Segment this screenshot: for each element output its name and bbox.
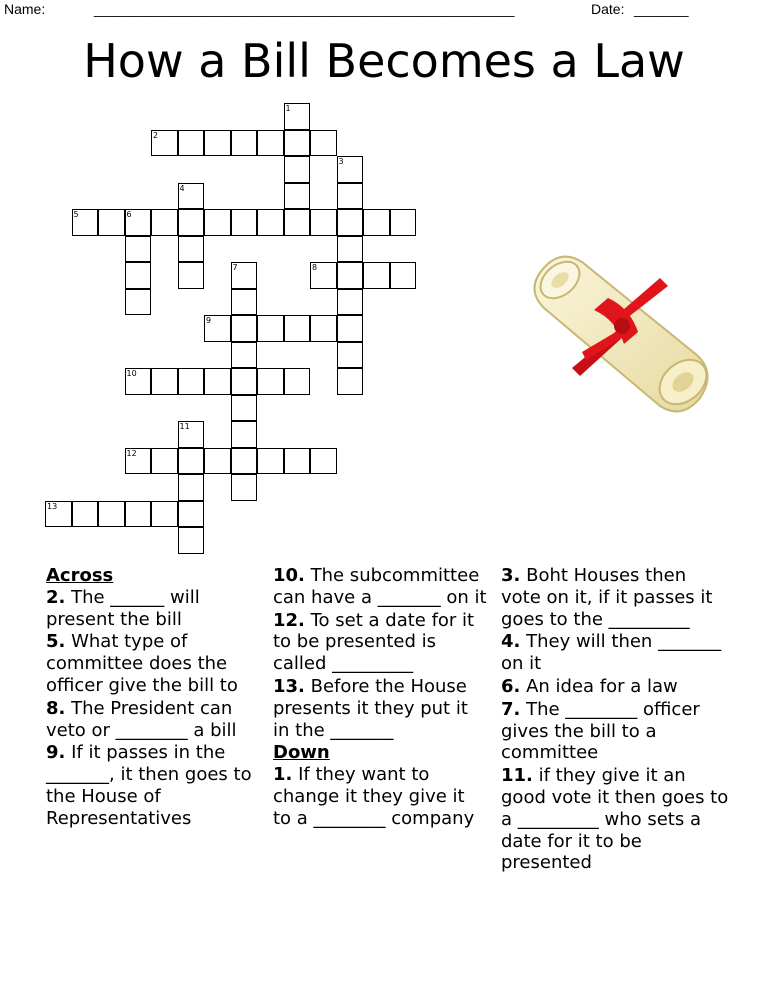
cell-number: 11 — [179, 422, 190, 431]
clue-across-2: 2. The ______ will present the bill — [46, 586, 200, 630]
grid-cell[interactable] — [310, 130, 337, 157]
clue-across-8: 8. The President can veto or ________ a bill — [46, 697, 237, 741]
grid-cell[interactable] — [231, 130, 258, 157]
grid-cell[interactable] — [337, 368, 364, 395]
cell-number: 2 — [153, 130, 159, 140]
cell-number: 13 — [47, 501, 58, 511]
cell-number: 10 — [126, 369, 137, 378]
grid-cell[interactable] — [337, 236, 364, 263]
grid-cell[interactable] — [125, 262, 152, 289]
grid-cell[interactable] — [98, 501, 125, 528]
grid-cell[interactable] — [178, 130, 205, 157]
grid-cell[interactable] — [257, 315, 284, 342]
grid-cell[interactable] — [284, 103, 311, 130]
grid-cell[interactable] — [257, 368, 284, 395]
grid-cell[interactable] — [151, 501, 178, 528]
grid-cell[interactable] — [178, 501, 205, 528]
grid-cell[interactable] — [151, 448, 178, 475]
cell-number: 6 — [126, 210, 132, 219]
grid-cell[interactable] — [231, 395, 258, 422]
across-heading: Across — [46, 565, 114, 586]
grid-cell[interactable] — [178, 421, 205, 448]
cell-number: 8 — [312, 263, 318, 272]
grid-cell[interactable] — [337, 289, 364, 316]
grid-cell[interactable] — [257, 448, 284, 475]
grid-cell[interactable] — [178, 236, 205, 263]
grid-cell[interactable] — [363, 209, 390, 236]
clue-down-6: 6. An idea for a law — [501, 675, 678, 697]
grid-cell[interactable] — [284, 156, 311, 183]
grid-cell[interactable] — [284, 183, 311, 210]
grid-cell[interactable] — [204, 368, 231, 395]
grid-cell[interactable] — [310, 262, 337, 289]
grid-cell[interactable] — [257, 209, 284, 236]
clue-across-10: 10. The subcommittee can have a _______ on it — [273, 565, 487, 608]
grid-cell[interactable] — [310, 315, 337, 342]
grid-cell[interactable] — [125, 289, 152, 316]
grid-cell[interactable] — [257, 130, 284, 157]
cell-number: 7 — [232, 263, 238, 272]
clue-across-5: 5. What type of committee does the officer give the bill to — [46, 631, 238, 696]
down-heading: Down — [273, 742, 330, 764]
cell-number: 3 — [338, 157, 344, 166]
clue-down-1: 1. If they want to change it they give it to a ________ company — [273, 764, 475, 829]
grid-cell[interactable] — [231, 474, 258, 501]
grid-cell[interactable] — [363, 262, 390, 289]
grid-cell[interactable] — [204, 209, 231, 236]
clue-down-11: 11. if they give it an good vote it then goes to a _________ who sets a date for it to be presented — [501, 765, 729, 874]
cell-number: 9 — [206, 316, 212, 325]
name-blank[interactable]: ______________________________________________________ — [94, 1, 515, 17]
grid-cell[interactable] — [231, 262, 258, 289]
grid-cell[interactable] — [231, 448, 258, 475]
grid-cell[interactable] — [231, 315, 258, 342]
date-label: Date: — [591, 1, 625, 17]
clue-down-7: 7. The ________ officer gives the bill to a committee — [501, 698, 700, 764]
grid-cell[interactable] — [151, 130, 178, 157]
grid-cell[interactable] — [98, 209, 125, 236]
page-title: How a Bill Becomes a Law — [83, 34, 685, 88]
grid-cell[interactable] — [310, 448, 337, 475]
grid-cell[interactable] — [72, 501, 99, 528]
grid-cell[interactable] — [125, 501, 152, 528]
grid-cell[interactable] — [337, 156, 364, 183]
cell-number: 4 — [179, 183, 185, 193]
clue-across-13: 13. Before the House presents it they put it in the _______ — [273, 675, 468, 741]
grid-cell[interactable] — [178, 209, 205, 236]
clue-column-3 — [501, 565, 731, 875]
grid-cell[interactable] — [204, 315, 231, 342]
clue-column-2 — [273, 565, 488, 831]
grid-cell[interactable] — [204, 448, 231, 475]
clue-across-9: 9. If it passes in the _______, it then goes to the House of Representatives — [46, 742, 252, 829]
name-label: Name: — [4, 1, 46, 17]
cell-number: 12 — [126, 448, 137, 458]
grid-cell[interactable] — [125, 209, 152, 236]
grid-cell[interactable] — [284, 448, 311, 475]
grid-cell[interactable] — [284, 130, 311, 157]
grid-cell[interactable] — [231, 289, 258, 316]
cell-number: 1 — [285, 104, 291, 113]
diploma-scroll-icon — [520, 248, 720, 424]
grid-cell[interactable] — [125, 236, 152, 263]
grid-cell[interactable] — [178, 368, 205, 395]
grid-cell[interactable] — [390, 262, 417, 289]
grid-cell[interactable] — [151, 368, 178, 395]
grid-cell[interactable] — [178, 262, 205, 289]
grid-cell[interactable] — [390, 209, 417, 236]
grid-cell[interactable] — [231, 421, 258, 448]
grid-cell[interactable] — [284, 368, 311, 395]
grid-cell[interactable] — [310, 209, 337, 236]
grid-cell[interactable] — [125, 448, 152, 475]
grid-cell[interactable] — [151, 209, 178, 236]
grid-cell[interactable] — [284, 209, 311, 236]
grid-cell[interactable] — [178, 527, 205, 554]
clue-column-1 — [46, 565, 261, 831]
grid-cell[interactable] — [72, 209, 99, 236]
grid-cell[interactable] — [204, 130, 231, 157]
date-blank[interactable]: _______ — [634, 1, 689, 17]
grid-cell[interactable] — [125, 368, 152, 395]
clue-down-4: 4. They will then _______ on it — [501, 631, 722, 675]
clue-down-3: 3. Boht Houses then vote on it, if it passes it goes to the _________ — [501, 565, 713, 630]
grid-cell[interactable] — [178, 448, 205, 475]
grid-cell[interactable] — [45, 501, 72, 528]
grid-cell[interactable] — [231, 368, 258, 395]
grid-cell[interactable] — [178, 183, 205, 210]
grid-cell[interactable] — [231, 342, 258, 369]
grid-cell[interactable] — [337, 262, 364, 289]
grid-cell[interactable] — [337, 315, 364, 342]
cell-number: 5 — [73, 210, 79, 219]
grid-cell[interactable] — [284, 315, 311, 342]
grid-cell[interactable] — [337, 342, 364, 369]
grid-cell[interactable] — [337, 183, 364, 210]
grid-cell[interactable] — [178, 474, 205, 501]
grid-cell[interactable] — [337, 209, 364, 236]
clue-across-12: 12. To set a date for it to be presented is called _________ — [273, 609, 475, 675]
grid-cell[interactable] — [231, 209, 258, 236]
